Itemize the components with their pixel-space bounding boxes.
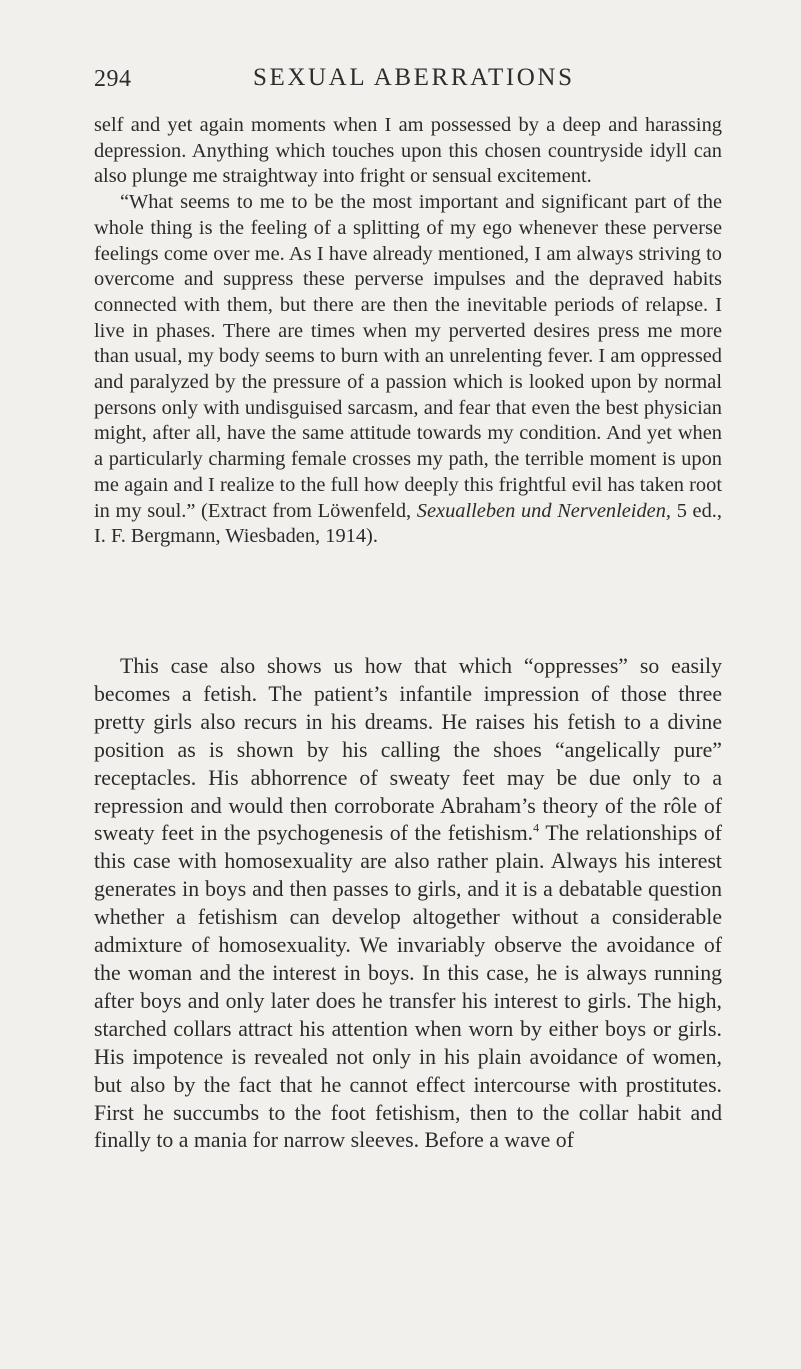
quote-paragraph-2-text: “What seems to me to be the most important and significant part of the whole thing is the feeling of a splitting of my ego whenever these perverse feelings come over me. As I have already mentioned, I am always striving to overcome and suppress these perverse impulses and the depraved habits connected with them, but there are then the inevitable periods of relapse. I live in phases. There are times when my perverted desires press me more than usual, my body seems to burn with an unrelenting fever. I am oppressed and paralyzed by the pressure of a passion which is looked upon by normal persons only with undisguised sarcasm, and fear that even the best physician might, after all, have the same attitude towards my condition. And yet when a particularly charming female crosses my path, the terrible moment is upon me again and I realize to the full how deeply this frightful evil has taken root in my soul.” (Extract from Löwenfeld, <box>94 191 722 522</box>
running-head: SEXUAL ABERRATIONS <box>253 64 575 91</box>
quote-paragraph-1: self and yet again moments when I am possessed by a deep and harassing depression. Anything which touches upon this chosen countryside idyll can also plunge me straightway into fright or sensual excitement. <box>94 114 722 188</box>
main-text <box>94 653 722 1155</box>
source-title: Sexualleben und Nervenleiden, <box>416 499 672 522</box>
body-paragraph-part-2: The relationships of this case with homosexuality are also rather plain. Always his interest generates in boys and then passes to girls, and it is a debatable question whether a fetishism can develop altogether without a considerable admixture of homosexuality. We invariably observe the avoidance of the woman and the interest in boys. In this case, he is always running after boys and only later does he transfer his interest to girls. The high, starched collars attract his attention when worn by either boys or girls. His impotence is revealed not only in his plain avoidance of women, but also by the fact that he cannot effect intercourse with prostitutes. First he succumbs to the foot fetishism, then to the collar habit and finally to a mania for narrow sleeves. Before a wave of <box>94 821 722 1153</box>
body-paragraph-part-1: This case also shows us how that which “oppresses” so easily becomes a fetish. The patient’s infantile impression of those three pretty girls also recurs in his dreams. He raises his fetish to a divine position as is shown by his calling the shoes “angelically pure” receptacles. His abhorrence of sweaty feet may be due only to a repression and would then corroborate Abraham’s theory of the rôle of sweaty feet in the psychogenesis of the fetishism. <box>94 654 722 846</box>
quote-paragraph-2 <box>94 190 722 550</box>
quoted-passage <box>94 113 722 550</box>
footnote-marker[interactable]: 4 <box>533 821 540 836</box>
body-paragraph <box>94 653 722 1155</box>
page-number: 294 <box>94 66 132 92</box>
source-details: 5 ed., I. F. Bergmann, Wiesbaden, 1914). <box>94 499 722 548</box>
